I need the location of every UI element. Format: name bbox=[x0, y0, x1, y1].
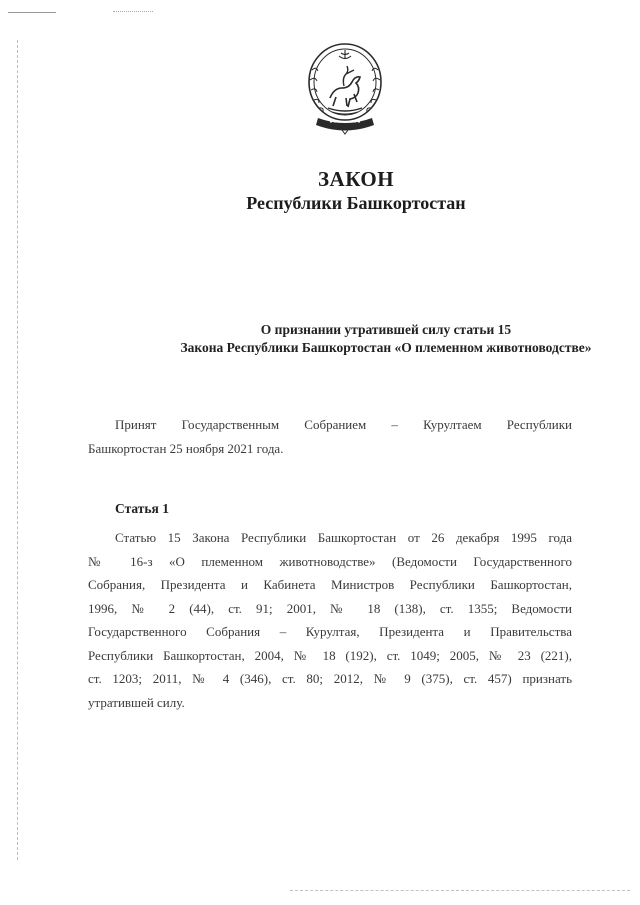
law-name-line: Закона Республики Башкортостан «О племенном животноводстве» bbox=[180, 340, 592, 355]
bashkortostan-coat-of-arms-icon bbox=[304, 40, 386, 136]
scan-artifact-left-edge bbox=[17, 40, 18, 860]
article-line: утратившей силу. bbox=[88, 694, 185, 710]
article-line: 1996, № 2 (44), ст. 91; 2001, № 18 (138), ст. 1355; Ведомости bbox=[88, 600, 572, 616]
scan-artifact-top-dots bbox=[113, 11, 153, 12]
law-name-line: О признании утратившей силу статьи 15 bbox=[260, 322, 512, 337]
article-line: ст. 1203; 2011, № 4 (346), ст. 80; 2012, № 9 (375), ст. 457) признать bbox=[88, 671, 572, 686]
article-line: Республики Башкортостан, 2004, № 18 (192), ст. 1049; 2005, № 23 (221), bbox=[88, 647, 572, 663]
scan-artifact-bottom-line bbox=[290, 890, 630, 891]
article-heading: Статья 1 bbox=[115, 501, 169, 516]
adoption-line: Принят Государственным Собранием – Курултаем Республики bbox=[115, 417, 572, 432]
article-line: Собрания, Президента и Кабинета Министров Республики Башкортостан, bbox=[88, 577, 572, 592]
article-line: Статью 15 Закона Республики Башкортостан от 26 декабря 1995 года bbox=[115, 530, 572, 545]
article-body bbox=[88, 526, 572, 714]
article-line: Государственного Собрания – Курултая, Президента и Правительства bbox=[88, 624, 572, 639]
adoption-paragraph bbox=[88, 413, 572, 460]
law-subtitle: Республики Башкортостан bbox=[246, 193, 466, 213]
adoption-line: Башкортостан 25 ноября 2021 года. bbox=[88, 440, 284, 456]
scan-artifact-top-line bbox=[8, 12, 56, 13]
law-name-heading bbox=[0, 321, 640, 357]
article-line: № 16-з «О племенном животноводстве» (Ведомости Государственного bbox=[88, 553, 572, 569]
law-title: ЗАКОН bbox=[317, 167, 395, 191]
